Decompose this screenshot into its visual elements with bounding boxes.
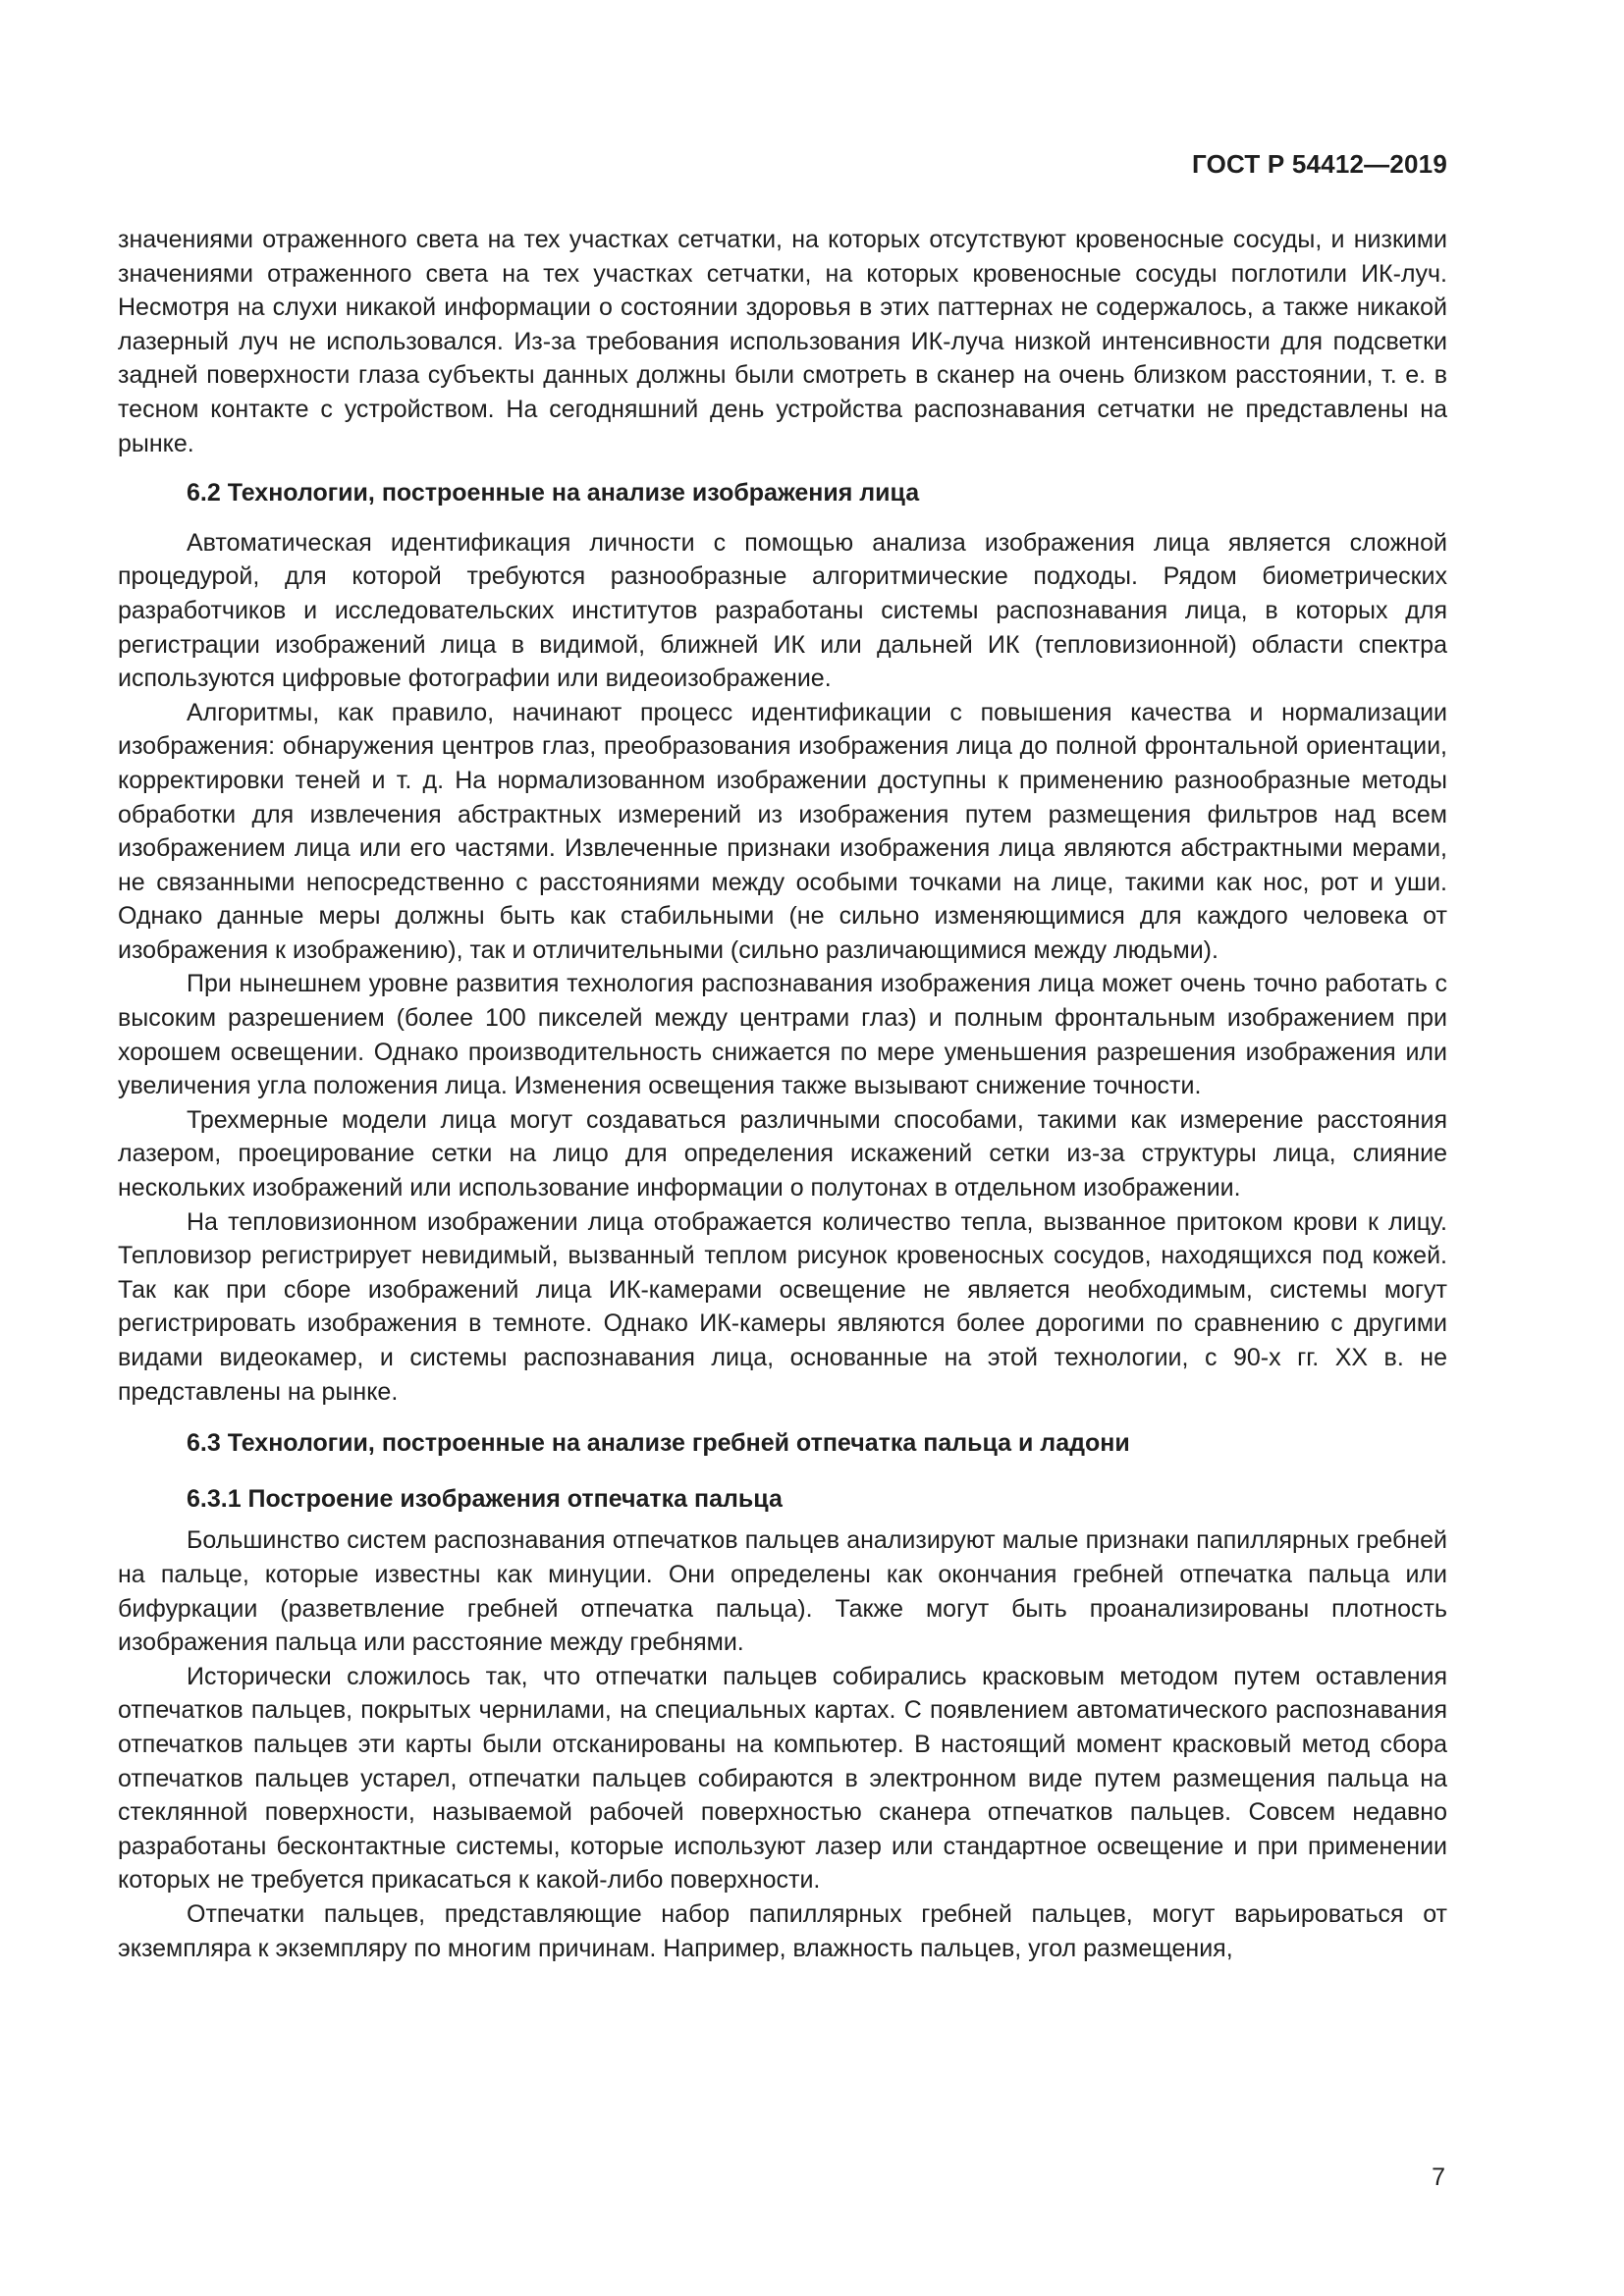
- section-6-2-paragraph-4: Трехмерные модели лица могут создаваться различными способами, такими как измерение расстояния лазером, проецирование сетки на лицо для определения искажений сетки из-за структуры лица, слияние нескольких изображений или использование информации о полутонах в отдельном изображении.: [118, 1105, 1447, 1202]
- section-6-3-heading: 6.3 Технологии, построенные на анализе гребней отпечатка пальца и ладони: [187, 1429, 1130, 1458]
- continuation-paragraph: значениями отраженного света на тех участках сетчатки, на которых отсутствуют кровеносные сосуды, и низкими значениями отраженного света на тех участках сетчатки, на которых кровеносные сосуды поглотили ИК-луч. Несмотря на слухи никакой информации о состоянии здоровья в этих паттернах не содержалось, а также никакой лазерный луч не использовался. Из-за требования использования ИК-луча низкой интенсивности для подсветки задней поверхности глаза субъекты данных должны были смотреть в сканер на очень близком расстоянии, т. е. в тесном контакте с устройством. На сегодняшний день устройства распознавания сетчатки не представлены на рынке.: [118, 226, 1447, 457]
- page-content: [118, 223, 1447, 1965]
- section-6-2-paragraph-1: Автоматическая идентификация личности с помощью анализа изображения лица является сложной процедурой, для которой требуются разнообразные алгоритмические подходы. Рядом биометрических разработчиков и исследовательских институтов разработаны системы распознавания лица, в которых для регистрации изображений лица в видимой, ближней ИК или дальней ИК (тепловизионной) области спектра используются цифровые фотографии или видеоизображение.: [118, 528, 1447, 693]
- section-6-2-paragraph-5: На тепловизионном изображении лица отображается количество тепла, вызванное притоком крови к лицу. Тепловизор регистрирует невидимый, вызванный теплом рисунок кровеносных сосудов, находящихся под кожей. Так как при сборе изображений лица ИК-камерами освещение не является необходимым, системы могут регистрировать изображения в темноте. Однако ИК-камеры являются более дорогими по сравнению с другими видами видеокамер, и системы распознавания лица, основанные на этой технологии, с 90-х гг. XX в. не представлены на рынке.: [118, 1207, 1447, 1406]
- section-6-2-heading: 6.2 Технологии, построенные на анализе изображения лица: [187, 479, 920, 507]
- section-6-3-1-paragraph-3: Отпечатки пальцев, представляющие набор папиллярных гребней пальцев, могут варьироваться от экземпляра к экземпляру по многим причинам. Например, влажность пальцев, угол размещения,: [118, 1899, 1447, 1962]
- section-6-3-1-paragraph-1: Большинство систем распознавания отпечатков пальцев анализируют малые признаки папиллярных гребней на пальце, которые известны как минуции. Они определены как окончания гребней отпечатка пальца или бифуркации (разветвление гребней отпечатка пальца). Также могут быть проанализированы плотность изображения пальца или расстояние между гребнями.: [118, 1526, 1447, 1657]
- section-6-2-paragraph-2: Алгоритмы, как правило, начинают процесс идентификации с повышения качества и нормализации изображения: обнаружения центров глаз, преобразования изображения лица до полной фронтальной ориентации, корректировки теней и т. д. На нормализованном изображении доступны к применению разнообразные методы обработки для извлечения абстрактных измерений из изображения путем размещения фильтров над всем изображением лица или его частями. Извлеченные признаки изображения лица являются абстрактными мерами, не связанными непосредственно с расстояниями между особыми точками на лице, такими как нос, рот и уши. Однако данные меры должны быть как стабильными (не сильно изменяющимися для каждого человека от изображения к изображению), так и отличительными (сильно различающимися между людьми).: [118, 698, 1447, 964]
- section-6-3-1-paragraph-2: Исторически сложилось так, что отпечатки пальцев собирались красковым методом путем оставления отпечатков пальцев, покрытых чернилами, на специальных картах. С появлением автоматического распознавания отпечатков пальцев эти карты были отсканированы на компьютер. В настоящий момент красковый метод сбора отпечатков пальцев устарел, отпечатки пальцев собираются в электронном виде путем размещения пальца на стеклянной поверхности, называемой рабочей поверхностью сканера отпечатков пальцев. Совсем недавно разработаны бесконтактные системы, которые используют лазер или стандартное освещение и при применении которых не требуется прикасаться к какой-либо поверхности.: [118, 1662, 1447, 1895]
- section-6-3-1-heading: 6.3.1 Построение изображения отпечатка пальца: [187, 1484, 783, 1513]
- section-6-2-paragraph-3: При нынешнем уровне развития технология распознавания изображения лица может очень точно работать с высоким разрешением (более 100 пикселей между центрами глаз) и полным фронтальным изображением при хорошем освещении. Однако производительность снижается по мере уменьшения разрешения изображения или увеличения угла положения лица. Изменения освещения также вызывают снижение точности.: [118, 970, 1447, 1100]
- page-number: 7: [1432, 2163, 1445, 2191]
- standard-code-header: ГОСТ Р 54412—2019: [1192, 149, 1447, 179]
